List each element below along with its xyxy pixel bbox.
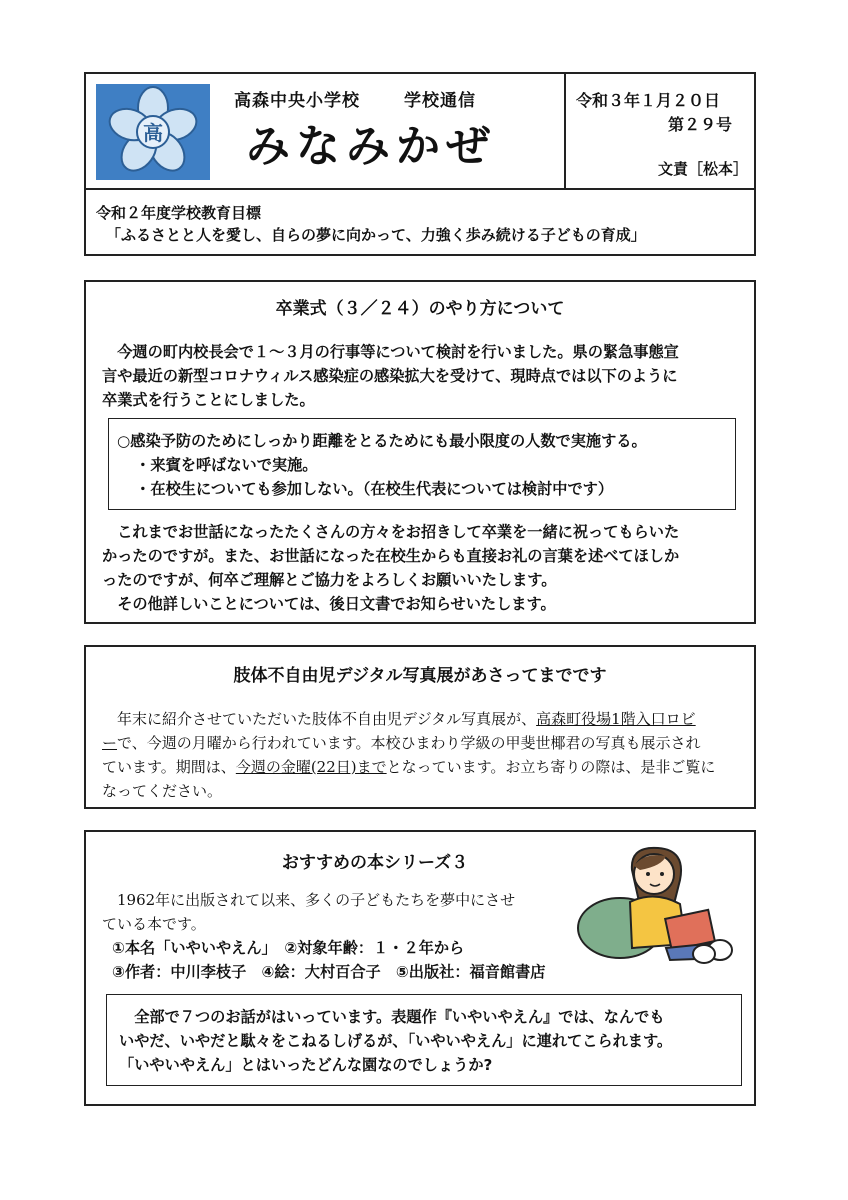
period-text: 今週の金曜(22日)まで bbox=[235, 758, 387, 776]
graduation-plan bbox=[117, 429, 731, 501]
paragraph-line: ったのですが、何卒ご理解とご協力をよろしくお願いいたします。 bbox=[102, 571, 557, 589]
graduation-plan-box bbox=[108, 418, 736, 510]
text-run: で、今週の月曜から行われています。本校ひまわり学級の甲斐世椰君の写真も展示され bbox=[117, 734, 701, 752]
venue-text: ー bbox=[102, 734, 118, 752]
newsletter-title: みなみかぜ bbox=[246, 121, 496, 172]
description-line: いやだ、いやだと駄々をこねるしげるが、「いやいやえん」に連れてこられます。 bbox=[119, 1032, 673, 1050]
text-run: となっています。お立ち寄りの際は、是非ご覧に bbox=[386, 758, 716, 776]
paragraph-line: 今週の町内校長会で１～３月の行事等について検討を行いました。県の緊急事態宣 bbox=[117, 343, 679, 361]
description-line: 全部で７つのお話がはいっています。表題作『いやいやえん』では、なんでも bbox=[134, 1008, 665, 1026]
venue-text: 高森町役場1階入口ロビ bbox=[536, 710, 696, 728]
newsletter-label: 学校通信 bbox=[404, 91, 476, 111]
goal-text: 「ふるさとと人を愛し、自らの夢に向かって、力強く歩み続ける子どもの育成」 bbox=[106, 226, 646, 244]
logo-character: 高 bbox=[143, 121, 163, 145]
description-line: 「いやいやえん」とはいったどんな園なのでしょうか? bbox=[119, 1056, 493, 1074]
books-intro bbox=[102, 888, 572, 936]
paragraph-line: 1962年に出版されて以来、多くの子どもたちを夢中にさせ bbox=[117, 891, 516, 909]
paragraph-line: これまでお世話になったたくさんの方々をお招きして卒業を一緒に祝ってもらいた bbox=[117, 523, 680, 541]
header-divider bbox=[86, 188, 754, 190]
exhibition-section bbox=[84, 645, 756, 809]
paragraph-line: 卒業式を行うことにしました。 bbox=[102, 391, 315, 409]
paragraph-line: ている本です。 bbox=[102, 915, 206, 933]
plan-bullet: ・在校生についても参加しない。（在校生代表については検討中です） bbox=[135, 480, 614, 498]
paragraph-line: 言や最近の新型コロナウィルス感染症の感染拡大を受けて、現時点では以下のように bbox=[102, 367, 678, 385]
paragraph-line: なってください。 bbox=[102, 782, 223, 800]
book-description-box bbox=[106, 994, 742, 1086]
plan-line: ○感染予防のためにしっかり距離をとるためにも最小限度の人数で実施する。 bbox=[117, 432, 647, 450]
goal-heading: 令和２年度学校教育目標 bbox=[96, 204, 262, 222]
newsletter-header bbox=[84, 72, 756, 256]
school-name: 高森中央小学校 bbox=[234, 91, 360, 111]
issue-number: 第２９号 bbox=[668, 115, 733, 134]
issue-author: 文責［松本］ bbox=[658, 160, 749, 178]
books-section bbox=[84, 830, 756, 1106]
plan-bullet: ・来賓を呼ばないで実施。 bbox=[135, 456, 318, 474]
issue-date: 令和３年１月２０日 bbox=[576, 91, 721, 110]
graduation-intro bbox=[102, 340, 742, 412]
text-run: ています。期間は、 bbox=[102, 758, 236, 776]
books-title: おすすめの本シリーズ３ bbox=[281, 853, 469, 873]
school-logo bbox=[96, 84, 210, 180]
text-run: 年末に紹介させていただいた肢体不自由児デジタル写真展が、 bbox=[117, 710, 537, 728]
exhibition-body bbox=[102, 707, 742, 803]
exhibition-title: 肢体不自由児デジタル写真展があさってまでです bbox=[233, 666, 607, 686]
graduation-closing bbox=[102, 520, 742, 616]
book-info-line: ①本名「いやいやえん」 ②対象年齢：１・２年から bbox=[112, 939, 465, 957]
graduation-title: 卒業式（３／２４）のやり方について bbox=[275, 299, 565, 319]
graduation-section bbox=[84, 280, 756, 624]
header-divider-vertical bbox=[564, 74, 566, 188]
girl-reading-illustration bbox=[570, 844, 738, 964]
book-info-line: ③作者：中川李枝子 ④絵：大村百合子 ⑤出版社：福音館書店 bbox=[112, 963, 546, 981]
paragraph-line: かったのですが。また、お世話になった在校生からも直接お礼の言葉を述べてほしか bbox=[102, 547, 680, 565]
paragraph-line: その他詳しいことについては、後日文書でお知らせいたします。 bbox=[117, 595, 556, 613]
cherry-blossom-icon bbox=[96, 84, 210, 180]
book-description bbox=[119, 1005, 735, 1077]
